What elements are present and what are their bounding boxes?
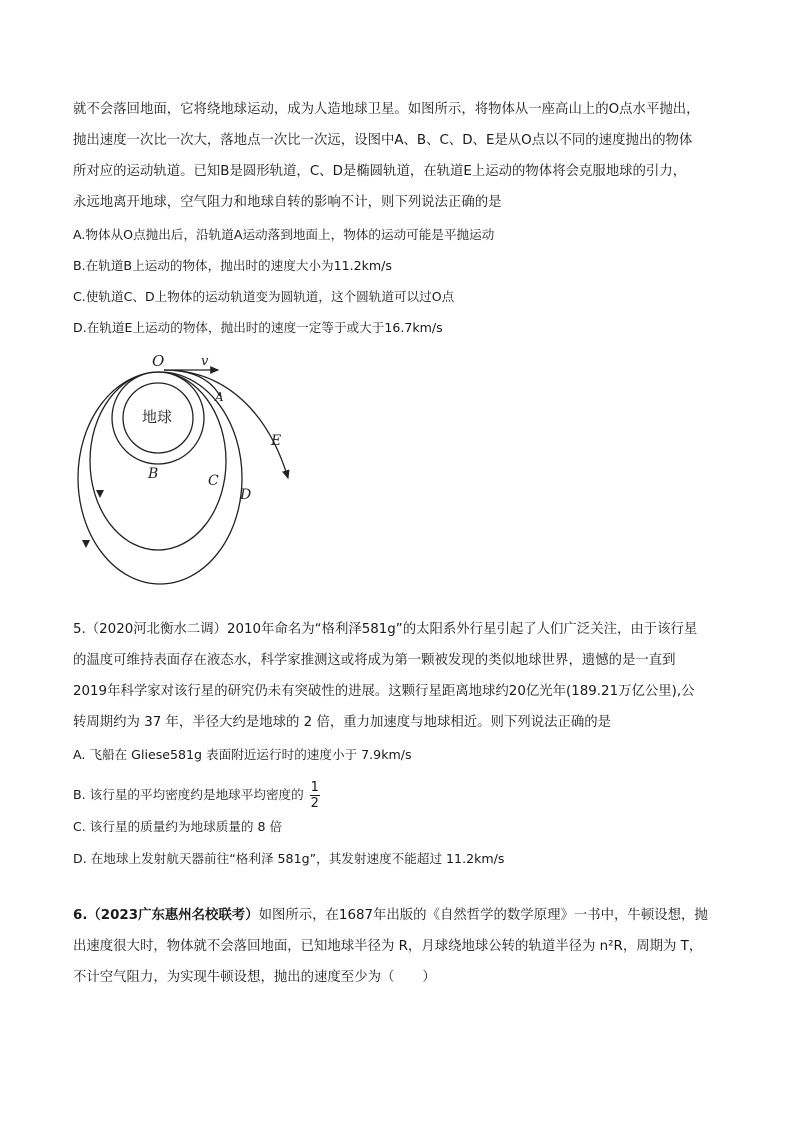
orbit-diagram <box>60 348 310 610</box>
q6-source: 6.（2023广东惠州名校联考） <box>73 908 259 923</box>
q5-stem-line-4: 转周期约为 37 年，半径大约是地球的 2 倍，重力加速度与地球相近。则下列说法正确的是 <box>73 715 612 730</box>
q4-option-c: C.使轨道C、D上物体的运动轨道变为圆轨道，这个圆轨道可以过O点 <box>73 289 455 304</box>
q6-line-3-text: 不计空气阻力，为实现牛顿设想，抛出的速度至少为（ <box>73 970 395 985</box>
q6-line-1-text: 如图所示，在1687年出版的《自然哲学的数学原理》一书中，牛顿设想，抛 <box>258 908 708 923</box>
label-d: D <box>240 487 252 503</box>
q4-option-d: D.在轨道E上运动的物体，抛出时的速度一定等于或大于16.7km/s <box>73 320 443 335</box>
label-earth: 地球 <box>142 408 173 426</box>
q4-stem-line-2: 抛出速度一次比一次大，落地点一次比一次远，设图中A、B、C、D、E是从O点以不同的速度抛出的物体 <box>73 133 693 148</box>
label-e: E <box>271 433 282 449</box>
q4-stem-line-1: 就不会落回地面，它将绕地球运动，成为人造地球卫星。如图所示，将物体从一座高山上的O点水平抛出， <box>73 102 700 117</box>
q6-line-2: 出速度很大时，物体就不会落回地面，已知地球半径为 R，月球绕地球公转的轨道半径为 n²R，周期为 T， <box>73 939 703 954</box>
q5-option-b-text: B. 该行星的平均密度约是地球平均密度的 <box>73 787 304 802</box>
one-half-fraction <box>310 780 320 811</box>
q5-option-a: A. 飞船在 Gliese581g 表面附近运行时的速度小于 7.9km/s <box>73 747 412 762</box>
label-b: B <box>148 466 159 482</box>
fraction-numerator: 1 <box>310 780 319 795</box>
q4-stem-line-3: 所对应的运动轨道。已知B是圆形轨道，C、D是椭圆轨道，在轨道E上运动的物体将会克服地球的引力， <box>73 164 687 179</box>
q6-line-3-end: ） <box>422 970 436 985</box>
q4-option-b: B.在轨道B上运动的物体，抛出时的速度大小为11.2km/s <box>73 258 392 273</box>
label-c: C <box>208 473 219 489</box>
q6-line-3 <box>73 968 436 988</box>
fraction-denominator: 2 <box>310 796 319 811</box>
q5-option-d: D. 在地球上发射航天器前往“格利泽 581g”，其发射速度不能超过 11.2km/s <box>73 851 505 866</box>
orbit-c <box>90 372 226 550</box>
q4-stem-line-4: 永远地离开地球，空气阻力和地球自转的影响不计，则下列说法正确的是 <box>73 195 502 210</box>
q4-option-a: A.物体从O点抛出后，沿轨道A运动落到地面上，物体的运动可能是平抛运动 <box>73 227 495 242</box>
q5-option-c: C. 该行星的质量约为地球质量的 8 倍 <box>73 819 283 834</box>
q5-stem-line-1: 5.（2020河北衡水二调）2010年命名为“格利泽581g”的太阳系外行星引起了人们广泛关注，由于该行星 <box>73 622 698 637</box>
q5-stem-line-2: 的温度可维持表面存在液态水，科学家推测这或将成为第一颗被发现的类似地球世界，遗憾的是一直到 <box>73 653 676 668</box>
q5-option-b <box>73 780 320 811</box>
label-a: A <box>215 390 224 404</box>
q6-line-1 <box>73 906 708 926</box>
label-v: v <box>201 354 209 369</box>
label-o: O <box>152 352 165 370</box>
q5-stem-line-3: 2019年科学家对该行星的研究仍未有突破性的进展。这颗行星距离地球约20亿光年(189.21万亿公里),公 <box>73 684 695 699</box>
